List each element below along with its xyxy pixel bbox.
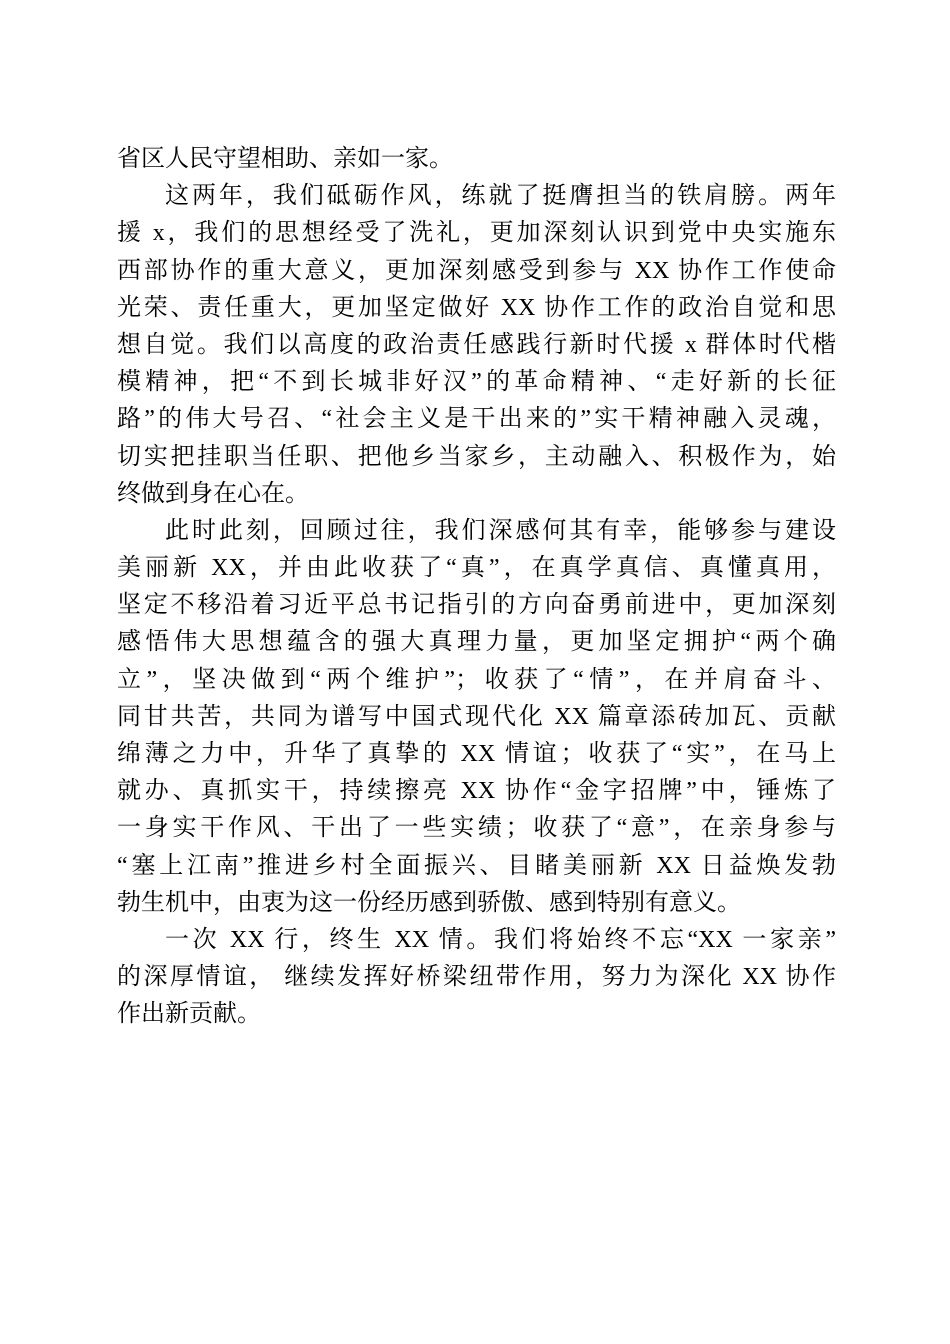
- text-line: 这两年，我们砥砺作风，练就了挺膺担当的铁肩膀。两年: [165, 183, 836, 210]
- paragraph: [117, 178, 836, 513]
- paragraph: [117, 513, 836, 922]
- text-line: 的深厚情谊， 继续发挥好桥梁纽带作用，努力为深化 XX 协作: [117, 964, 836, 991]
- text-line: 光荣、责任重大，更加坚定做好 XX 协作工作的政治自觉和思: [117, 294, 836, 321]
- text-line: 想自觉。我们以高度的政治责任感践行新时代援 x 群体时代楷: [117, 331, 836, 358]
- text-line: 坚定不移沿着习近平总书记指引的方向奋勇前进中，更加深刻: [117, 592, 836, 619]
- text-line: 绵薄之力中，升华了真挚的 XX 情谊；收获了“实”，在马上: [117, 741, 836, 767]
- paragraph: [117, 141, 836, 178]
- text-line: 西部协作的重大意义，更加深刻感受到参与 XX 协作工作使命: [117, 257, 836, 284]
- text-line: 感悟伟大思想蕴含的强大真理力量，更加坚定拥护“两个确: [117, 629, 836, 656]
- text-line: 一次 XX 行，终生 XX 情。我们将始终不忘“XX 一家亲”: [165, 926, 836, 953]
- text-line: 同甘共苦，共同为谱写中国式现代化 XX 篇章添砖加瓦、贡献: [117, 703, 836, 730]
- text-line: 作出新贡献。: [117, 1001, 261, 1028]
- text-line: 切实把挂职当任职、把他乡当家乡，主动融入、积极作为，始: [117, 443, 836, 470]
- text-line: 此时此刻，回顾过往，我们深感何其有幸，能够参与建设: [165, 517, 836, 544]
- text-line: 模精神，把“不到长城非好汉”的革命精神、“走好新的长征: [117, 369, 836, 396]
- text-line: 援 x，我们的思想经受了洗礼，更加深刻认识到党中央实施东: [117, 220, 836, 247]
- text-line: 路”的伟大号召、“社会主义是干出来的”实干精神融入灵魂，: [117, 406, 836, 433]
- text-line: 一身实干作风、干出了一些实绩；收获了“意”，在亲身参与: [117, 815, 836, 842]
- text-line: 省区人民守望相助、亲如一家。: [117, 146, 453, 172]
- text-line: 就办、真抓实干，持续擦亮 XX 协作“金字招牌”中，锤炼了: [117, 778, 836, 805]
- text-line: 立”，坚决做到“两个维护”；收获了“情”，在并肩奋斗、: [117, 666, 836, 693]
- text-line: “塞上江南”推进乡村全面振兴、目睹美丽新 XX 日益焕发勃: [117, 852, 836, 879]
- text-line: 美丽新 XX，并由此收获了“真”，在真学真信、真懂真用，: [117, 555, 836, 582]
- text-line: 勃生机中，由衷为这一份经历感到骄傲、感到特别有意义。: [117, 889, 741, 916]
- paragraph: [117, 922, 836, 1034]
- text-line: 终做到身在心在。: [117, 480, 309, 507]
- document-page: [117, 141, 836, 1034]
